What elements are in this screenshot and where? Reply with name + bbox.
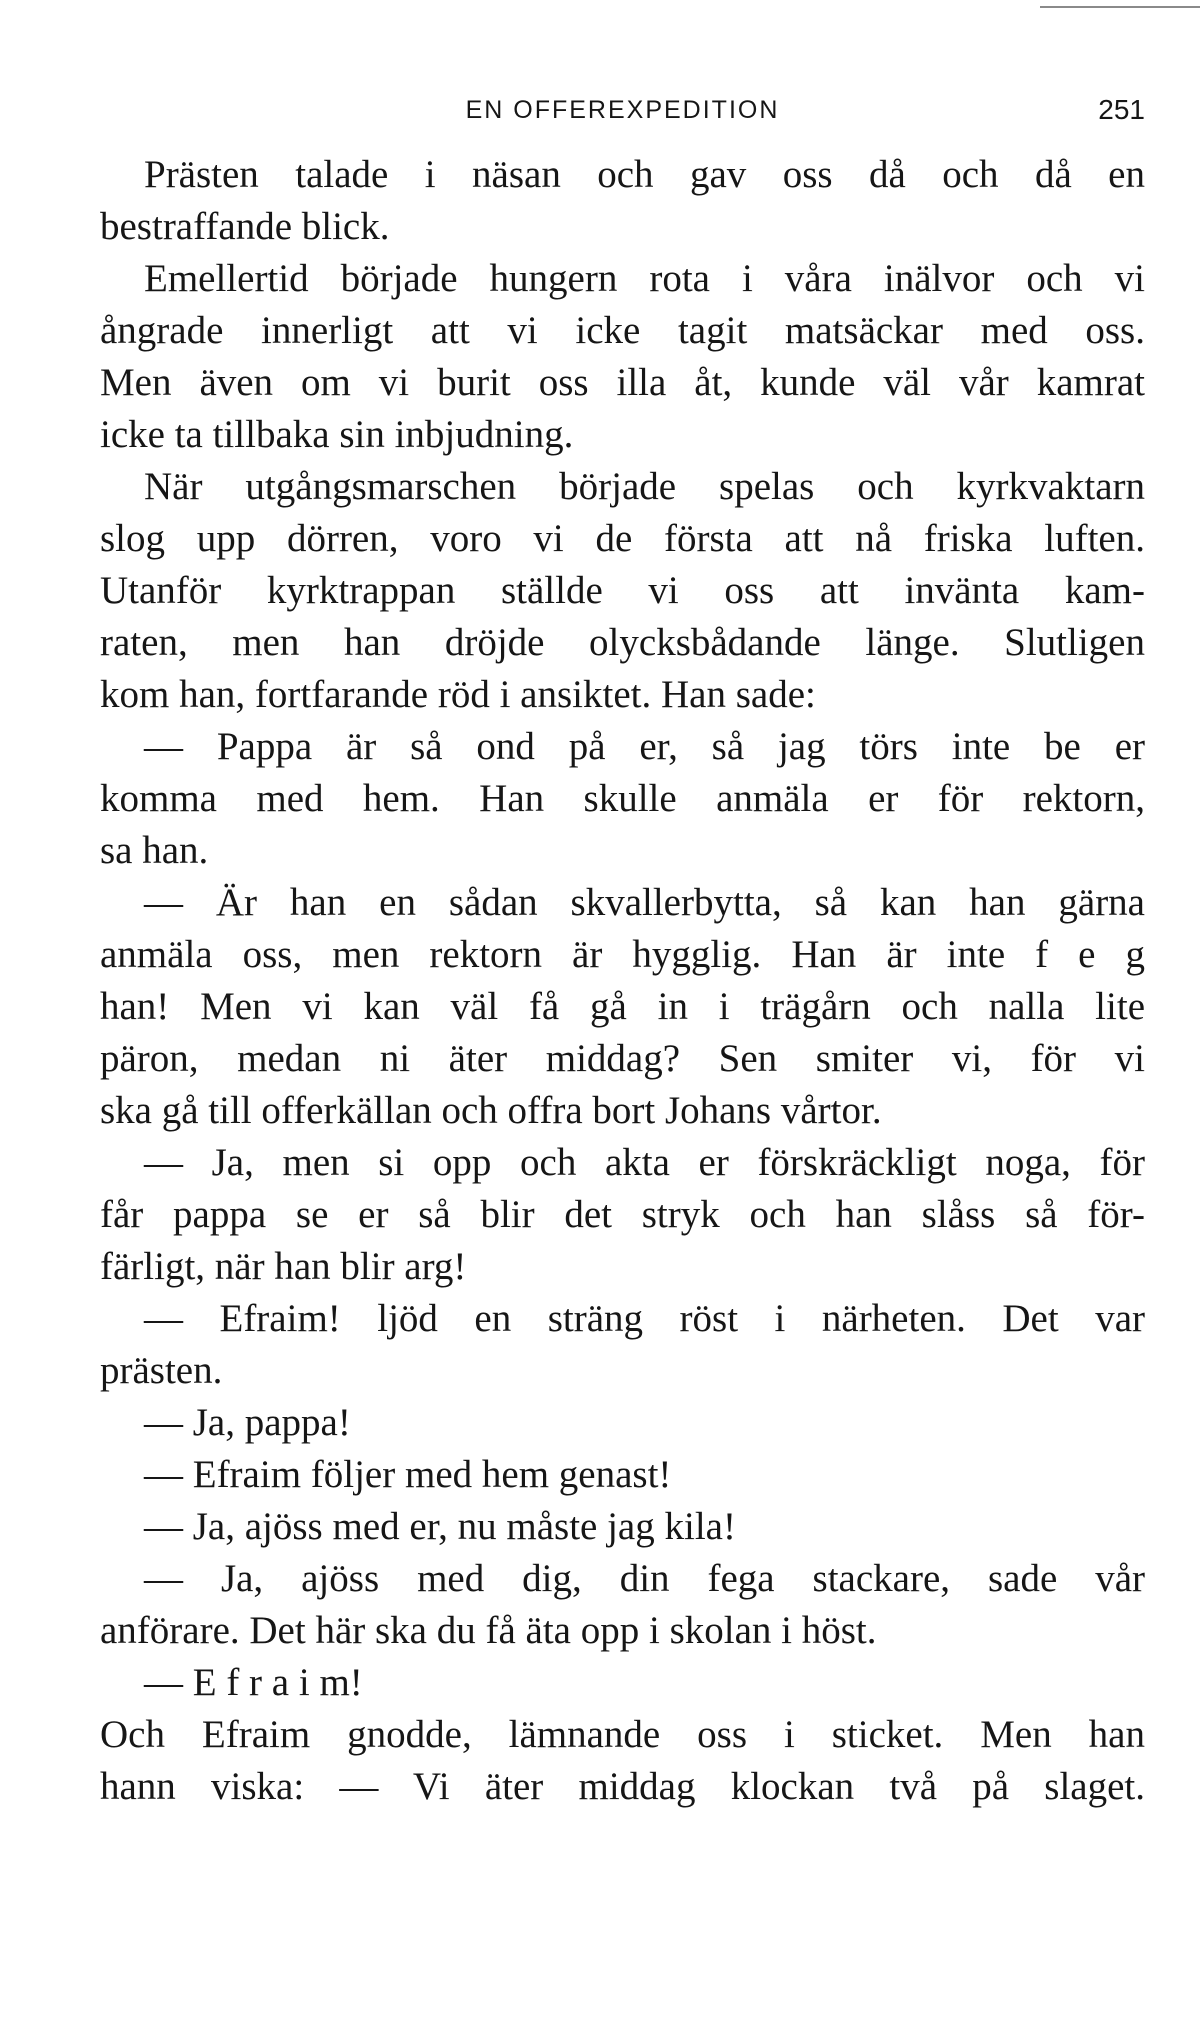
text-line: prästen.: [100, 1349, 223, 1392]
top-edge-rule: [1040, 6, 1200, 8]
text-line: päron, medan ni äter middag? Sen smiter vi, för vi: [100, 1037, 1145, 1080]
body-text: [100, 149, 1145, 1813]
text-line: — Efraim följer med hem genast!: [144, 1453, 672, 1496]
text-line: anmäla oss, men rektorn är hygglig. Han är inte f e g: [100, 933, 1145, 976]
running-head: [100, 92, 1145, 128]
text-line: — Är han en sådan skvallerbytta, så kan han gärna: [144, 881, 1145, 924]
text-line: komma med hem. Han skulle anmäla er för rektorn,: [100, 777, 1145, 820]
text-line: raten, men han dröjde olycksbådande länge. Slutligen: [100, 621, 1145, 664]
text-line: hann viska: — Vi äter middag klockan två på slaget.: [100, 1765, 1145, 1808]
text-line: — E f r a i m!: [144, 1661, 363, 1704]
text-line: anförare. Det här ska du få äta opp i skolan i höst.: [100, 1609, 877, 1652]
text-line: ska gå till offerkällan och offra bort Johans vårtor.: [100, 1089, 882, 1132]
text-line: Emellertid började hungern rota i våra inälvor och vi: [144, 257, 1145, 300]
text-line: När utgångsmarschen började spelas och kyrkvaktarn: [144, 465, 1145, 508]
text-line: — Ja, men si opp och akta er förskräckligt noga, för: [144, 1141, 1145, 1184]
text-line: bestraffande blick.: [100, 205, 390, 248]
text-line: Prästen talade i näsan och gav oss då och då en: [144, 153, 1145, 196]
running-title: EN OFFEREXPEDITION: [465, 96, 780, 124]
text-line: kom han, fortfarande röd i ansiktet. Han sade:: [100, 673, 816, 716]
text-line: — Ja, ajöss med dig, din fega stackare, sade vår: [144, 1557, 1145, 1600]
text-line: slog upp dörren, voro vi de första att nå friska luften.: [100, 517, 1145, 560]
text-line: — Ja, pappa!: [144, 1401, 351, 1444]
text-line: Men även om vi burit oss illa åt, kunde väl vår kamrat: [100, 361, 1145, 404]
text-line: färligt, när han blir arg!: [100, 1245, 467, 1288]
text-line: sa han.: [100, 829, 209, 872]
text-line: ångrade innerligt att vi icke tagit matsäckar med oss.: [100, 309, 1145, 352]
text-line: Utanför kyrktrappan ställde vi oss att invänta kam-: [100, 569, 1145, 612]
text-line: får pappa se er så blir det stryk och han slåss så för-: [100, 1193, 1145, 1236]
text-line: — Ja, ajöss med er, nu måste jag kila!: [144, 1505, 736, 1548]
text-line: Och Efraim gnodde, lämnande oss i sticket. Men han: [100, 1713, 1145, 1756]
text-line: icke ta tillbaka sin inbjudning.: [100, 413, 574, 456]
text-line: han! Men vi kan väl få gå in i trägårn och nalla lite: [100, 985, 1145, 1028]
page-number: 251: [1098, 94, 1145, 125]
text-line: — Efraim! ljöd en sträng röst i närheten. Det var: [144, 1297, 1145, 1340]
text-line: — Pappa är så ond på er, så jag törs inte be er: [144, 725, 1145, 768]
